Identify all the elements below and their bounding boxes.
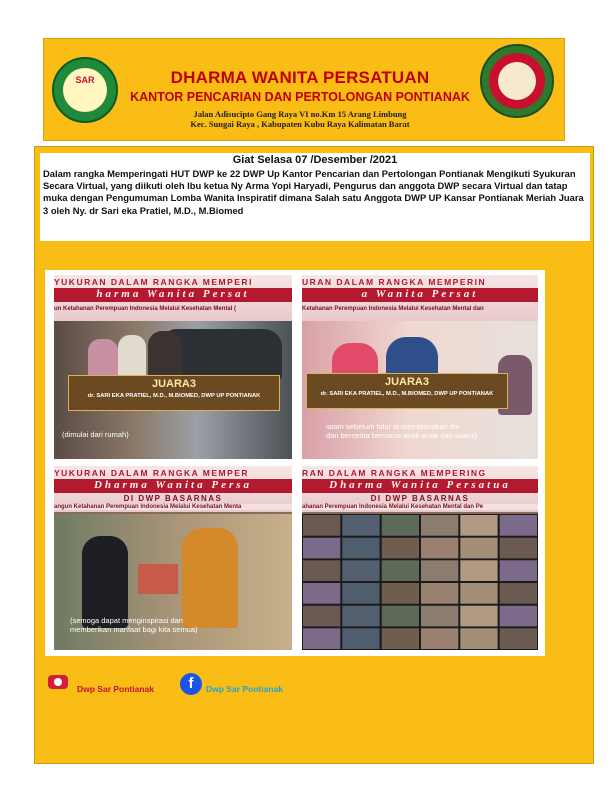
- photo-2-award-name: dr. SARI EKA PRATIEL, M.D., M.BIOMED, DWP UP PONTIANAK: [320, 391, 494, 397]
- video-tile: [500, 560, 537, 581]
- photo-3-band-tagline: angun Ketahanan Perempuan Indonesia Melalui Kesehatan Menta: [54, 504, 292, 510]
- photo-1-band-subtitle: un Ketahanan Perempuan Indonesia Melalui Kesehatan Mental (: [54, 306, 237, 312]
- video-tile: [382, 606, 419, 627]
- video-tile: [382, 628, 419, 649]
- video-tile: [421, 606, 458, 627]
- instagram-icon[interactable]: [48, 675, 68, 689]
- video-tile: [382, 583, 419, 604]
- photo-2-award-title: JUARA3: [384, 376, 429, 388]
- video-tile: [460, 583, 497, 604]
- video-tile: [303, 538, 340, 559]
- address-line-1: Jalan Adisucipto Gang Raya VI no.Km 15 Arang Limbung: [193, 109, 407, 119]
- video-tile: [303, 583, 340, 604]
- video-tile: [460, 538, 497, 559]
- video-tile: [500, 538, 537, 559]
- photo-1-caption: (dimulai dari rumah): [62, 430, 129, 439]
- video-tile: [460, 560, 497, 581]
- video-tile: [342, 606, 379, 627]
- office-title: KANTOR PENCARIAN DAN PERTOLONGAN PONTIANAK: [130, 90, 470, 104]
- photo-3-caption: [70, 616, 198, 634]
- instagram-link[interactable]: Dwp Sar Pontianak: [77, 684, 154, 694]
- video-tile: [421, 583, 458, 604]
- video-tile: [460, 606, 497, 627]
- article-body: Dalam rangka Memperingati HUT DWP ke 22 DWP Up Kantor Pencarian dan Pertolongan Pontianak Mengikuti Syukuran Secara Virtual, yang diikuti oleh Ibu ketua Ny Arma Yopi Haryadi, Pengurus dan anggota DWP secara Virtual dan tatap muka dengan Pengumuman Lomba Wanita Inspiratif dimana Salah satu Anggota DWP UP Kansar Pontianak Meriah Juara 3 oleh Ny. dr Sari eka Pratiel, M.D., M.Biomed: [43, 168, 584, 216]
- video-tile: [342, 560, 379, 581]
- video-tile: [303, 560, 340, 581]
- address-line-2: Kec. Sungai Raya , Kabupaten Kubu Raya Kalimatan Barat: [190, 119, 410, 129]
- video-tile: [500, 606, 537, 627]
- video-tile: [382, 560, 419, 581]
- video-tile: [303, 606, 340, 627]
- photo-1: [54, 275, 292, 459]
- video-tile: [500, 583, 537, 604]
- photo-2-band-subtitle: Ketahanan Perempuan Indonesia Melalui Kesehatan Mental dan: [302, 306, 484, 312]
- photo-2-band-script: a Wanita Persat: [302, 288, 538, 302]
- sar-logo-icon: [52, 57, 118, 123]
- video-tile: [500, 628, 537, 649]
- facebook-link[interactable]: Dwp Sar Pontianak: [206, 684, 283, 694]
- video-tile: [421, 560, 458, 581]
- photo-2-caption-line-1: iaiam sebelum tidur ia membiasakan diri: [326, 422, 460, 431]
- address: [130, 109, 470, 129]
- video-tile: [303, 628, 340, 649]
- video-tile: [342, 515, 379, 536]
- video-tile: [500, 515, 537, 536]
- video-tile: [460, 628, 497, 649]
- photo-1-band-title: YUKURAN DALAM RANGKA MEMPERI: [54, 277, 253, 287]
- photo-4-band-script: Dharma Wanita Persatua: [302, 479, 538, 493]
- video-tile: [421, 515, 458, 536]
- article-heading: Giat Selasa 07 /Desember /2021: [232, 154, 398, 166]
- video-tile: [303, 515, 340, 536]
- org-title: DHARMA WANITA PERSATUAN: [170, 68, 430, 87]
- photo-1-band-script: harma Wanita Persat: [54, 288, 292, 302]
- photo-1-award-banner: [68, 375, 280, 411]
- photo-1-award-title: JUARA3: [151, 378, 196, 390]
- photo-2: [302, 275, 538, 459]
- photo-3-band-title: YUKURAN DALAM RANGKA MEMPER: [54, 468, 250, 478]
- photo-2-caption: [326, 422, 477, 440]
- video-tile: [342, 628, 379, 649]
- sar-logo-text: SAR: [75, 75, 95, 85]
- video-tile: [382, 515, 419, 536]
- video-tile: [342, 583, 379, 604]
- photo-3-caption-line-1: (semoga dapat menginspirasi dan: [70, 616, 183, 625]
- photo-2-band-title: URAN DALAM RANGKA MEMPERIN: [302, 277, 487, 287]
- photo-3-band-subtitle: DI DWP BASARNAS: [123, 494, 223, 503]
- video-call-tiles: [302, 514, 538, 650]
- video-tile: [460, 515, 497, 536]
- video-tile: [382, 538, 419, 559]
- photo-4-band-subtitle: DI DWP BASARNAS: [370, 494, 470, 503]
- video-call-grid: [302, 514, 538, 650]
- photo-3: [54, 466, 292, 650]
- photo-3-band-script: Dharma Wanita Persa: [54, 479, 292, 493]
- photo-4: [302, 466, 538, 650]
- photo-2-award-banner: [306, 373, 508, 409]
- facebook-icon[interactable]: f: [180, 673, 202, 695]
- video-tile: [342, 538, 379, 559]
- photo-3-caption-line-2: memberikan manfaat bagi kita semua): [70, 625, 198, 634]
- dwp-logo-icon: [480, 44, 554, 118]
- photo-4-band-tagline: ahanan Perempuan Indonesia Melalui Kesehatan Mental dan Pe: [302, 504, 538, 510]
- video-tile: [421, 538, 458, 559]
- photo-2-caption-line-2: dan bercerita bersama anak-anak dan suami): [326, 431, 478, 440]
- video-tile: [421, 628, 458, 649]
- photo-4-band-title: RAN DALAM RANGKA MEMPERING: [302, 468, 487, 478]
- photo-1-award-name: dr. SARI EKA PRATIEL, M.D., M.BIOMED, DWP UP PONTIANAK: [87, 393, 261, 399]
